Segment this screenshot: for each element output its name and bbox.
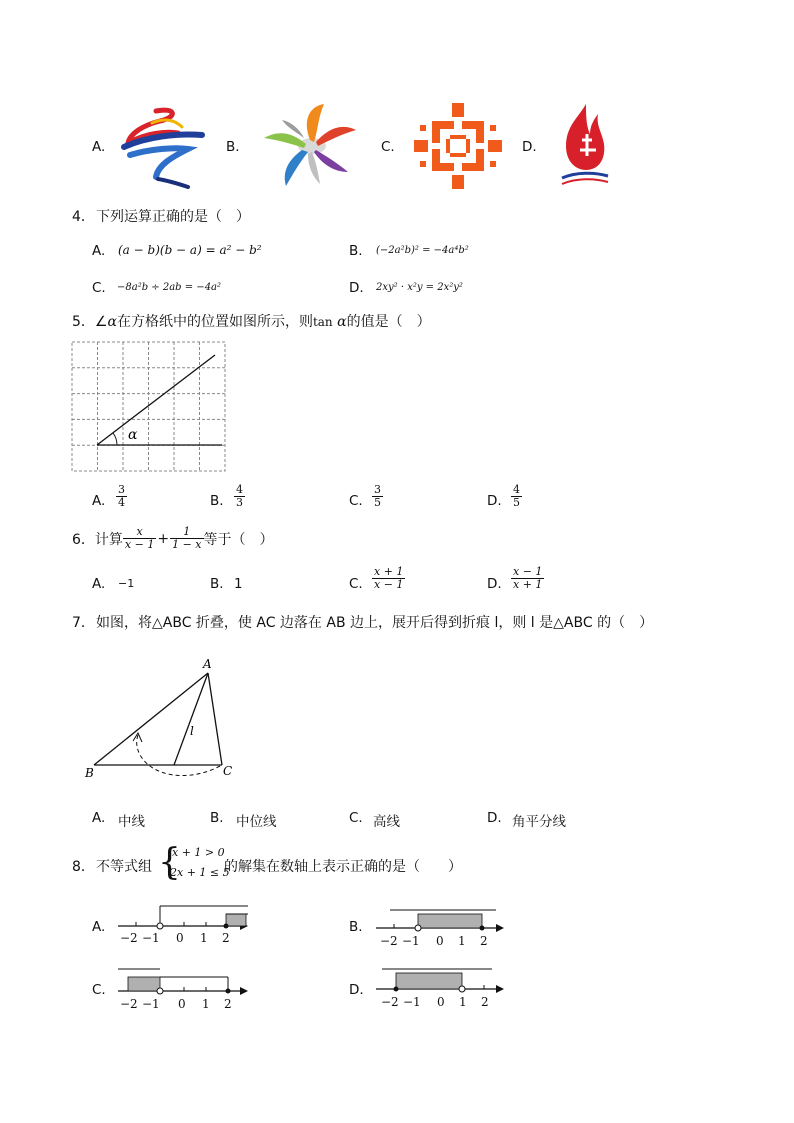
option-label: A.	[92, 919, 106, 935]
option-b-value: 1	[234, 576, 243, 592]
option-c-fraction: $\frac{3}{5}$	[374, 483, 381, 509]
option-d-text: 角平分线	[512, 814, 566, 830]
red-flame-logo	[556, 100, 612, 190]
option-label: A.	[92, 576, 106, 592]
option-b-text: 中位线	[236, 814, 277, 830]
option-b-expression: (−2a²b)² = −4a⁴b²	[376, 245, 469, 256]
question-stem: 如图，将△ABC 折叠，使 AC 边落在 AB 边上，展开后得到折痕 l，则 l 是△ABC 的（ ）	[96, 615, 654, 631]
option-label: A.	[92, 243, 106, 259]
option-d-fraction: $\frac{4}{5}$	[513, 483, 520, 509]
grid-angle-figure	[70, 340, 228, 474]
option-label: B.	[349, 243, 363, 259]
option-d-fraction: $\frac{x - 1}{x + 1}$	[513, 565, 543, 591]
option-label: C.	[349, 810, 363, 826]
crease-label: l	[190, 724, 194, 738]
option-a-text: 中线	[118, 814, 145, 830]
question-stem-pre: 不等式组	[96, 859, 152, 875]
inequality-1: x + 1 > 0	[172, 846, 225, 859]
option-label: C.	[92, 982, 106, 998]
option-a-expression: (a − b)(b − a) = a² − b²	[118, 243, 262, 257]
colorful-petals-logo	[252, 100, 364, 188]
fraction-1: $\frac{x}{x - 1}$	[124, 525, 155, 551]
option-a-value: −1	[118, 577, 135, 590]
option-label: D.	[349, 982, 364, 998]
question-number: 8．	[72, 859, 95, 875]
option-label: D.	[487, 576, 502, 592]
question-stem: 6． 计算 $\frac{x}{x - 1}$ + $\frac{1}{1 - x}$ 等于（ ）	[72, 525, 274, 551]
orange-geometric-logo	[414, 103, 502, 189]
option-c-text: 高线	[373, 814, 400, 830]
option-label: B.	[349, 919, 363, 935]
option-label: B.	[210, 576, 224, 592]
option-label: B.	[226, 139, 240, 155]
option-label: D.	[522, 139, 537, 155]
question-number: 5．	[72, 314, 95, 330]
question-number: 7．	[72, 615, 95, 631]
option-b-fraction: $\frac{4}{3}$	[236, 483, 243, 509]
option-label: C.	[349, 493, 363, 509]
option-label: D.	[487, 493, 502, 509]
option-label: B.	[210, 810, 224, 826]
option-label: A.	[92, 493, 106, 509]
option-label: C.	[381, 139, 395, 155]
question-stem: 5．∠α在方格纸中的位置如图所示，则tan α的值是（ ）	[72, 314, 431, 330]
option-label: D.	[487, 810, 502, 826]
option-label: A.	[92, 810, 106, 826]
vertex-b-label: B	[85, 766, 94, 780]
flowing-ribbon-logo	[116, 103, 206, 189]
triangle-fold-figure	[82, 655, 242, 781]
vertex-c-label: C	[223, 764, 233, 778]
option-a-fraction: $\frac{3}{4}$	[118, 483, 125, 509]
option-label: A.	[92, 139, 106, 155]
fraction-2: $\frac{1}{1 - x}$	[172, 525, 202, 551]
option-label: C.	[92, 280, 106, 296]
brace: {	[158, 842, 181, 883]
question-number: 6．	[72, 531, 95, 548]
angle-label: α	[128, 427, 138, 443]
inequality-2: 2x + 1 ≤ 5	[170, 866, 230, 879]
option-label: C.	[349, 576, 363, 592]
question-number: 4．	[72, 209, 95, 225]
option-label: B.	[210, 493, 224, 509]
option-label: D.	[349, 280, 364, 296]
question-stem: 下列运算正确的是（ ）	[96, 209, 250, 225]
option-c-fraction: $\frac{x + 1}{x - 1}$	[374, 565, 404, 591]
option-c-expression: −8a²b ÷ 2ab = −4a²	[117, 282, 222, 293]
vertex-a-label: A	[203, 657, 212, 671]
question-stem-post: 的解集在数轴上表示正确的是（ ）	[224, 859, 462, 875]
option-d-expression: 2xy² · x²y = 2x²y²	[376, 282, 463, 293]
